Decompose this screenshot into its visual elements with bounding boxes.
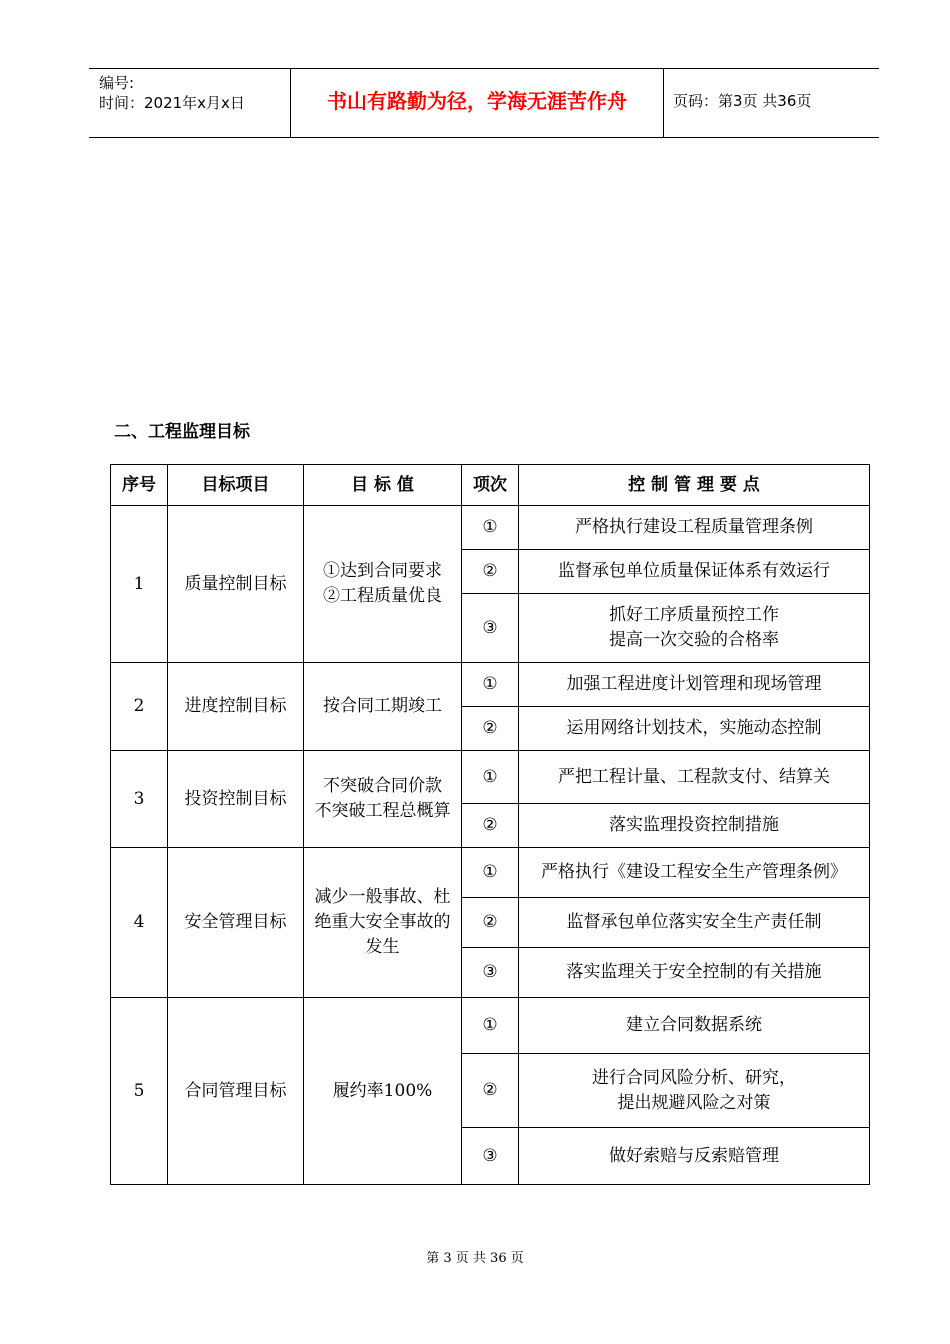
goal-item-cell: 质量控制目标: [168, 506, 304, 663]
header-cell: 控 制 管 理 要 点: [519, 465, 870, 506]
control-point-cell: 落实监理关于安全控制的有关措施: [519, 948, 870, 998]
control-point-cell: 监督承包单位质量保证体系有效运行: [519, 550, 870, 594]
header-cell: 目 标 值: [304, 465, 462, 506]
goal-value-cell: 不突破合同价款 不突破工程总概算: [304, 751, 462, 848]
goal-item-cell: 投资控制目标: [168, 751, 304, 848]
item-index-cell: ②: [462, 804, 519, 848]
item-index-cell: ②: [462, 1054, 519, 1128]
goal-item-cell: 合同管理目标: [168, 998, 304, 1185]
header-cell: 序号: [111, 465, 168, 506]
seq-cell: 5: [111, 998, 168, 1185]
control-point-cell: 严把工程计量、工程款支付、结算关: [519, 751, 870, 804]
item-index-cell: ①: [462, 848, 519, 898]
seq-cell: 1: [111, 506, 168, 663]
seq-cell: 4: [111, 848, 168, 998]
goal-item-cell: 进度控制目标: [168, 663, 304, 751]
item-index-cell: ③: [462, 1128, 519, 1185]
item-index-cell: ③: [462, 948, 519, 998]
control-point-cell: 严格执行《建设工程安全生产管理条例》: [519, 848, 870, 898]
seq-cell: 2: [111, 663, 168, 751]
document-header: [89, 68, 879, 138]
supervision-goals-table: [110, 464, 870, 1185]
header-cell: 目标项目: [168, 465, 304, 506]
table-row: [111, 998, 870, 1054]
item-index-cell: ①: [462, 506, 519, 550]
header-motto: 书山有路勤为径，学海无涯苦作舟: [327, 89, 627, 113]
code-label: 编号:: [99, 74, 135, 92]
header-meta: [99, 73, 245, 113]
goal-value-cell: 按合同工期竣工: [304, 663, 462, 751]
control-point-cell: 做好索赔与反索赔管理: [519, 1128, 870, 1185]
control-point-cell: 加强工程进度计划管理和现场管理: [519, 663, 870, 707]
seq-cell: 3: [111, 751, 168, 848]
item-index-cell: ①: [462, 751, 519, 804]
item-index-cell: ②: [462, 898, 519, 948]
control-point-cell: 抓好工序质量预控工作 提高一次交验的合格率: [519, 594, 870, 663]
item-index-cell: ②: [462, 550, 519, 594]
control-point-cell: 严格执行建设工程质量管理条例: [519, 506, 870, 550]
item-index-cell: ②: [462, 707, 519, 751]
header-cell: 项次: [462, 465, 519, 506]
goal-value-cell: 履约率100%: [304, 998, 462, 1185]
control-point-cell: 监督承包单位落实安全生产责任制: [519, 898, 870, 948]
table-row: [111, 663, 870, 707]
table-row: [111, 848, 870, 898]
item-index-cell: ①: [462, 663, 519, 707]
section-title: 二、工程监理目标: [114, 422, 250, 442]
item-index-cell: ③: [462, 594, 519, 663]
table-header-row: [111, 465, 870, 506]
control-point-cell: 落实监理投资控制措施: [519, 804, 870, 848]
header-page-number: 页码：第3页 共36页: [673, 92, 812, 110]
item-index-cell: ①: [462, 998, 519, 1054]
page-footer: 第 3 页 共 36 页: [426, 1251, 524, 1266]
control-point-cell: 进行合同风险分析、研究， 提出规避风险之对策: [519, 1054, 870, 1128]
control-point-cell: 运用网络计划技术，实施动态控制: [519, 707, 870, 751]
table-row: [111, 506, 870, 550]
header-divider: [663, 69, 664, 137]
control-point-cell: 建立合同数据系统: [519, 998, 870, 1054]
time-label: 时间：2021年x月x日: [99, 94, 245, 112]
table-body: [111, 506, 870, 1185]
goal-item-cell: 安全管理目标: [168, 848, 304, 998]
goal-value-cell: 减少一般事故、杜绝重大安全事故的发生: [304, 848, 462, 998]
goal-value-cell: ①达到合同要求 ②工程质量优良: [304, 506, 462, 663]
table-row: [111, 751, 870, 804]
